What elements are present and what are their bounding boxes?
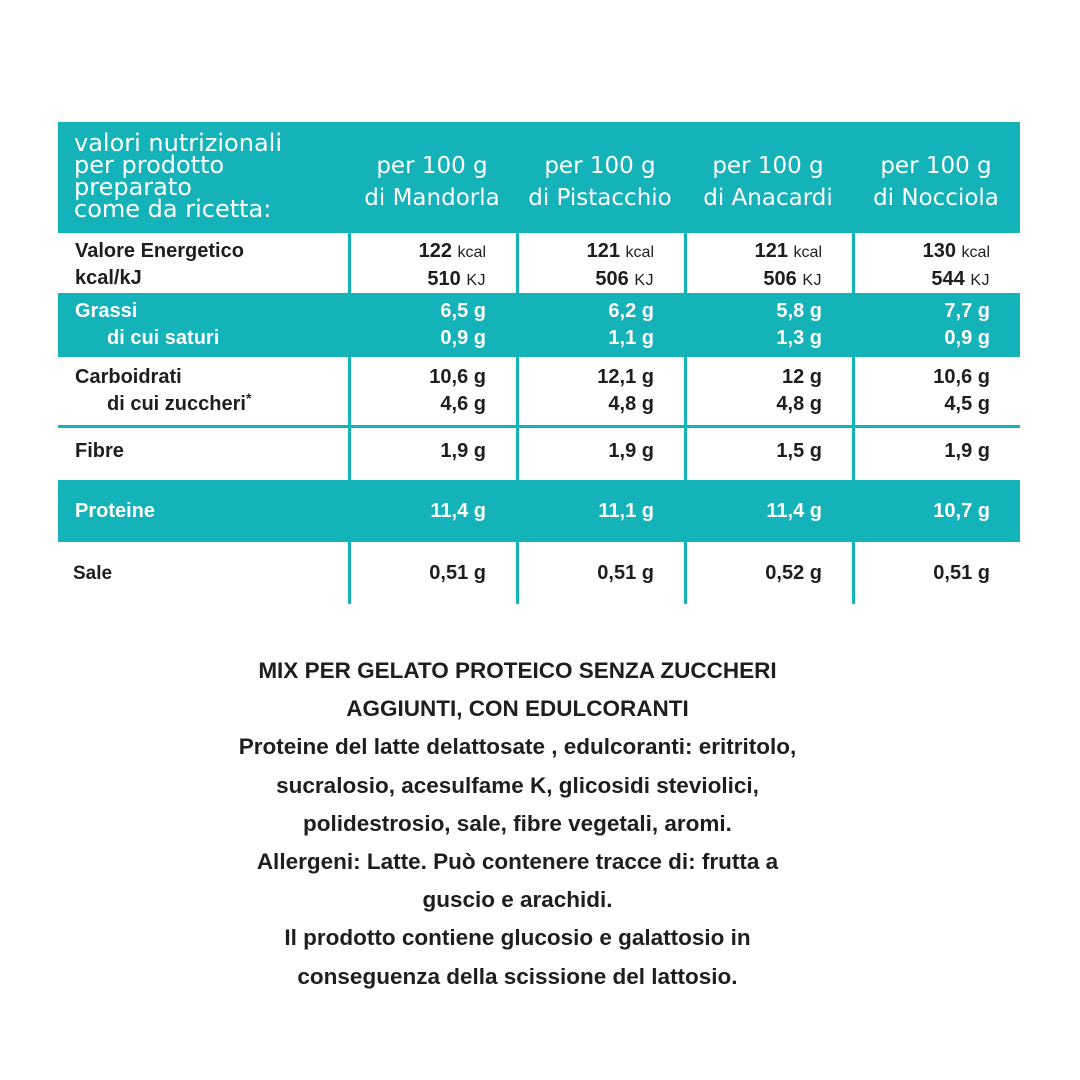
salt-value-nocciola: 0,51 g [852, 542, 1020, 604]
carbs-value: 12,1 g [597, 366, 654, 388]
fibre-value-pistacchio: 1,9 g [516, 428, 684, 480]
carbs-value: 12 g [781, 366, 822, 388]
column-header-line: di Mandorla [364, 185, 500, 211]
header-label-line: valori nutrizionali [74, 129, 282, 157]
kj-value: 506 [595, 268, 629, 290]
fibre-value-mandorla: 1,9 g [348, 428, 516, 480]
row-label-line: Carboidrati [75, 366, 182, 388]
product-title-line: AGGIUNTI, CON EDULCORANTI [346, 696, 689, 722]
row-label-fats [58, 293, 348, 357]
sugars-value: 4,8 g [608, 393, 654, 415]
energy-value-mandorla [348, 233, 516, 294]
header-label-line: come da ricetta: [74, 195, 272, 223]
ingredients-line: Proteine del latte delattosate , edulcoranti: eritritolo, [238, 734, 797, 760]
carbs-value: 10,6 g [933, 366, 990, 388]
kcal-unit: kcal [625, 244, 654, 261]
sugars-value: 4,8 g [776, 393, 822, 415]
energy-value-pistacchio [516, 233, 684, 294]
protein-value-nocciola: 10,7 g [933, 500, 990, 522]
kj-unit: KJ [634, 272, 654, 289]
saturated-value: 0,9 g [944, 327, 990, 349]
table-header [58, 122, 1020, 230]
row-label-energy [58, 233, 348, 294]
column-header-anacardi [684, 122, 852, 230]
row-label-carbs [58, 357, 348, 425]
fat-value: 6,5 g [440, 300, 486, 322]
kj-value: 510 [427, 268, 461, 290]
kj-unit: KJ [466, 272, 486, 289]
protein-value-pistacchio: 11,1 g [598, 500, 654, 522]
carbs-value-nocciola [852, 357, 1020, 425]
kcal-unit: kcal [961, 244, 990, 261]
column-header-line: per 100 g [712, 153, 824, 179]
fat-value: 5,8 g [776, 300, 822, 322]
header-label [58, 122, 348, 230]
row-label-line: Grassi [75, 300, 138, 322]
nutrition-table [58, 122, 1020, 604]
fat-value: 7,7 g [944, 300, 990, 322]
row-label-line: di cui saturi [107, 327, 220, 349]
fats-value-anacardi [684, 293, 852, 357]
ingredients-line: polidestrosio, sale, fibre vegetali, aromi. [303, 810, 732, 836]
column-header-nocciola [852, 122, 1020, 230]
table-row-fats [58, 293, 1020, 357]
product-description [0, 652, 1035, 996]
table-row-fibre [58, 425, 1020, 480]
asterisk: * [245, 390, 252, 406]
column-header-line: per 100 g [544, 153, 656, 179]
row-label-line: Valore Energetico [75, 240, 244, 262]
fibre-value-anacardi: 1,5 g [684, 428, 852, 480]
column-header-pistacchio [516, 122, 684, 230]
protein-value-mandorla: 11,4 g [430, 500, 486, 522]
fats-value-nocciola [852, 293, 1020, 357]
row-label-protein: Proteine [75, 500, 156, 522]
saturated-value: 1,3 g [776, 327, 822, 349]
column-header-line: per 100 g [376, 153, 488, 179]
row-label-salt: Sale [73, 563, 113, 584]
salt-value-anacardi: 0,52 g [684, 542, 852, 604]
product-title-line: MIX PER GELATO PROTEICO SENZA ZUCCHERI [258, 658, 777, 683]
table-row-salt [58, 542, 1020, 604]
sugars-value: 4,6 g [440, 393, 486, 415]
kcal-unit: kcal [457, 244, 486, 261]
kj-unit: KJ [970, 272, 990, 289]
column-header-line: di Anacardi [703, 185, 833, 211]
row-label-fibre: Fibre [75, 440, 124, 462]
kcal-unit: kcal [793, 244, 822, 261]
protein-value-anacardi: 11,4 g [766, 500, 822, 522]
sugars-value: 4,5 g [944, 393, 990, 415]
saturated-value: 1,1 g [608, 327, 654, 349]
kcal-value: 130 [922, 240, 956, 262]
note-line: conseguenza della scissione del lattosio. [297, 963, 738, 989]
kj-unit: KJ [802, 272, 822, 289]
kj-value: 506 [763, 268, 797, 290]
column-header-line: per 100 g [880, 153, 992, 179]
kcal-value: 121 [586, 240, 620, 262]
kj-value: 544 [931, 268, 965, 290]
salt-value-mandorla: 0,51 g [348, 542, 516, 604]
saturated-value: 0,9 g [440, 327, 486, 349]
fats-value-pistacchio [516, 293, 684, 357]
carbs-value-pistacchio [516, 357, 684, 425]
header-label-line: per prodotto [74, 151, 225, 179]
kcal-value: 121 [754, 240, 788, 262]
fibre-value-nocciola: 1,9 g [852, 428, 1020, 480]
allergens-line: guscio e arachidi. [422, 887, 613, 913]
column-header-line: di Nocciola [873, 185, 999, 211]
table-row-energy [58, 230, 1020, 293]
salt-value-pistacchio: 0,51 g [516, 542, 684, 604]
kcal-value: 122 [418, 240, 452, 262]
ingredients-line: sucralosio, acesulfame K, glicosidi steviolici, [276, 772, 759, 798]
column-header-line: di Pistacchio [528, 185, 672, 211]
table-row-carbs [58, 357, 1020, 425]
carbs-value-mandorla [348, 357, 516, 425]
carbs-value: 10,6 g [429, 366, 486, 388]
energy-value-nocciola [852, 233, 1020, 294]
allergens-line: Allergeni: Latte. Può contenere tracce di: frutta a [256, 849, 779, 875]
note-line: Il prodotto contiene glucosio e galattosio in [284, 925, 751, 951]
table-row-protein [58, 480, 1020, 542]
energy-value-anacardi [684, 233, 852, 294]
fats-value-mandorla [348, 293, 516, 357]
carbs-value-anacardi [684, 357, 852, 425]
column-header-mandorla [348, 122, 516, 230]
row-label-line: kcal/kJ [75, 267, 142, 289]
header-label-line: preparato [74, 173, 192, 201]
row-label-line: di cui zuccheri [107, 393, 246, 415]
fat-value: 6,2 g [608, 300, 654, 322]
